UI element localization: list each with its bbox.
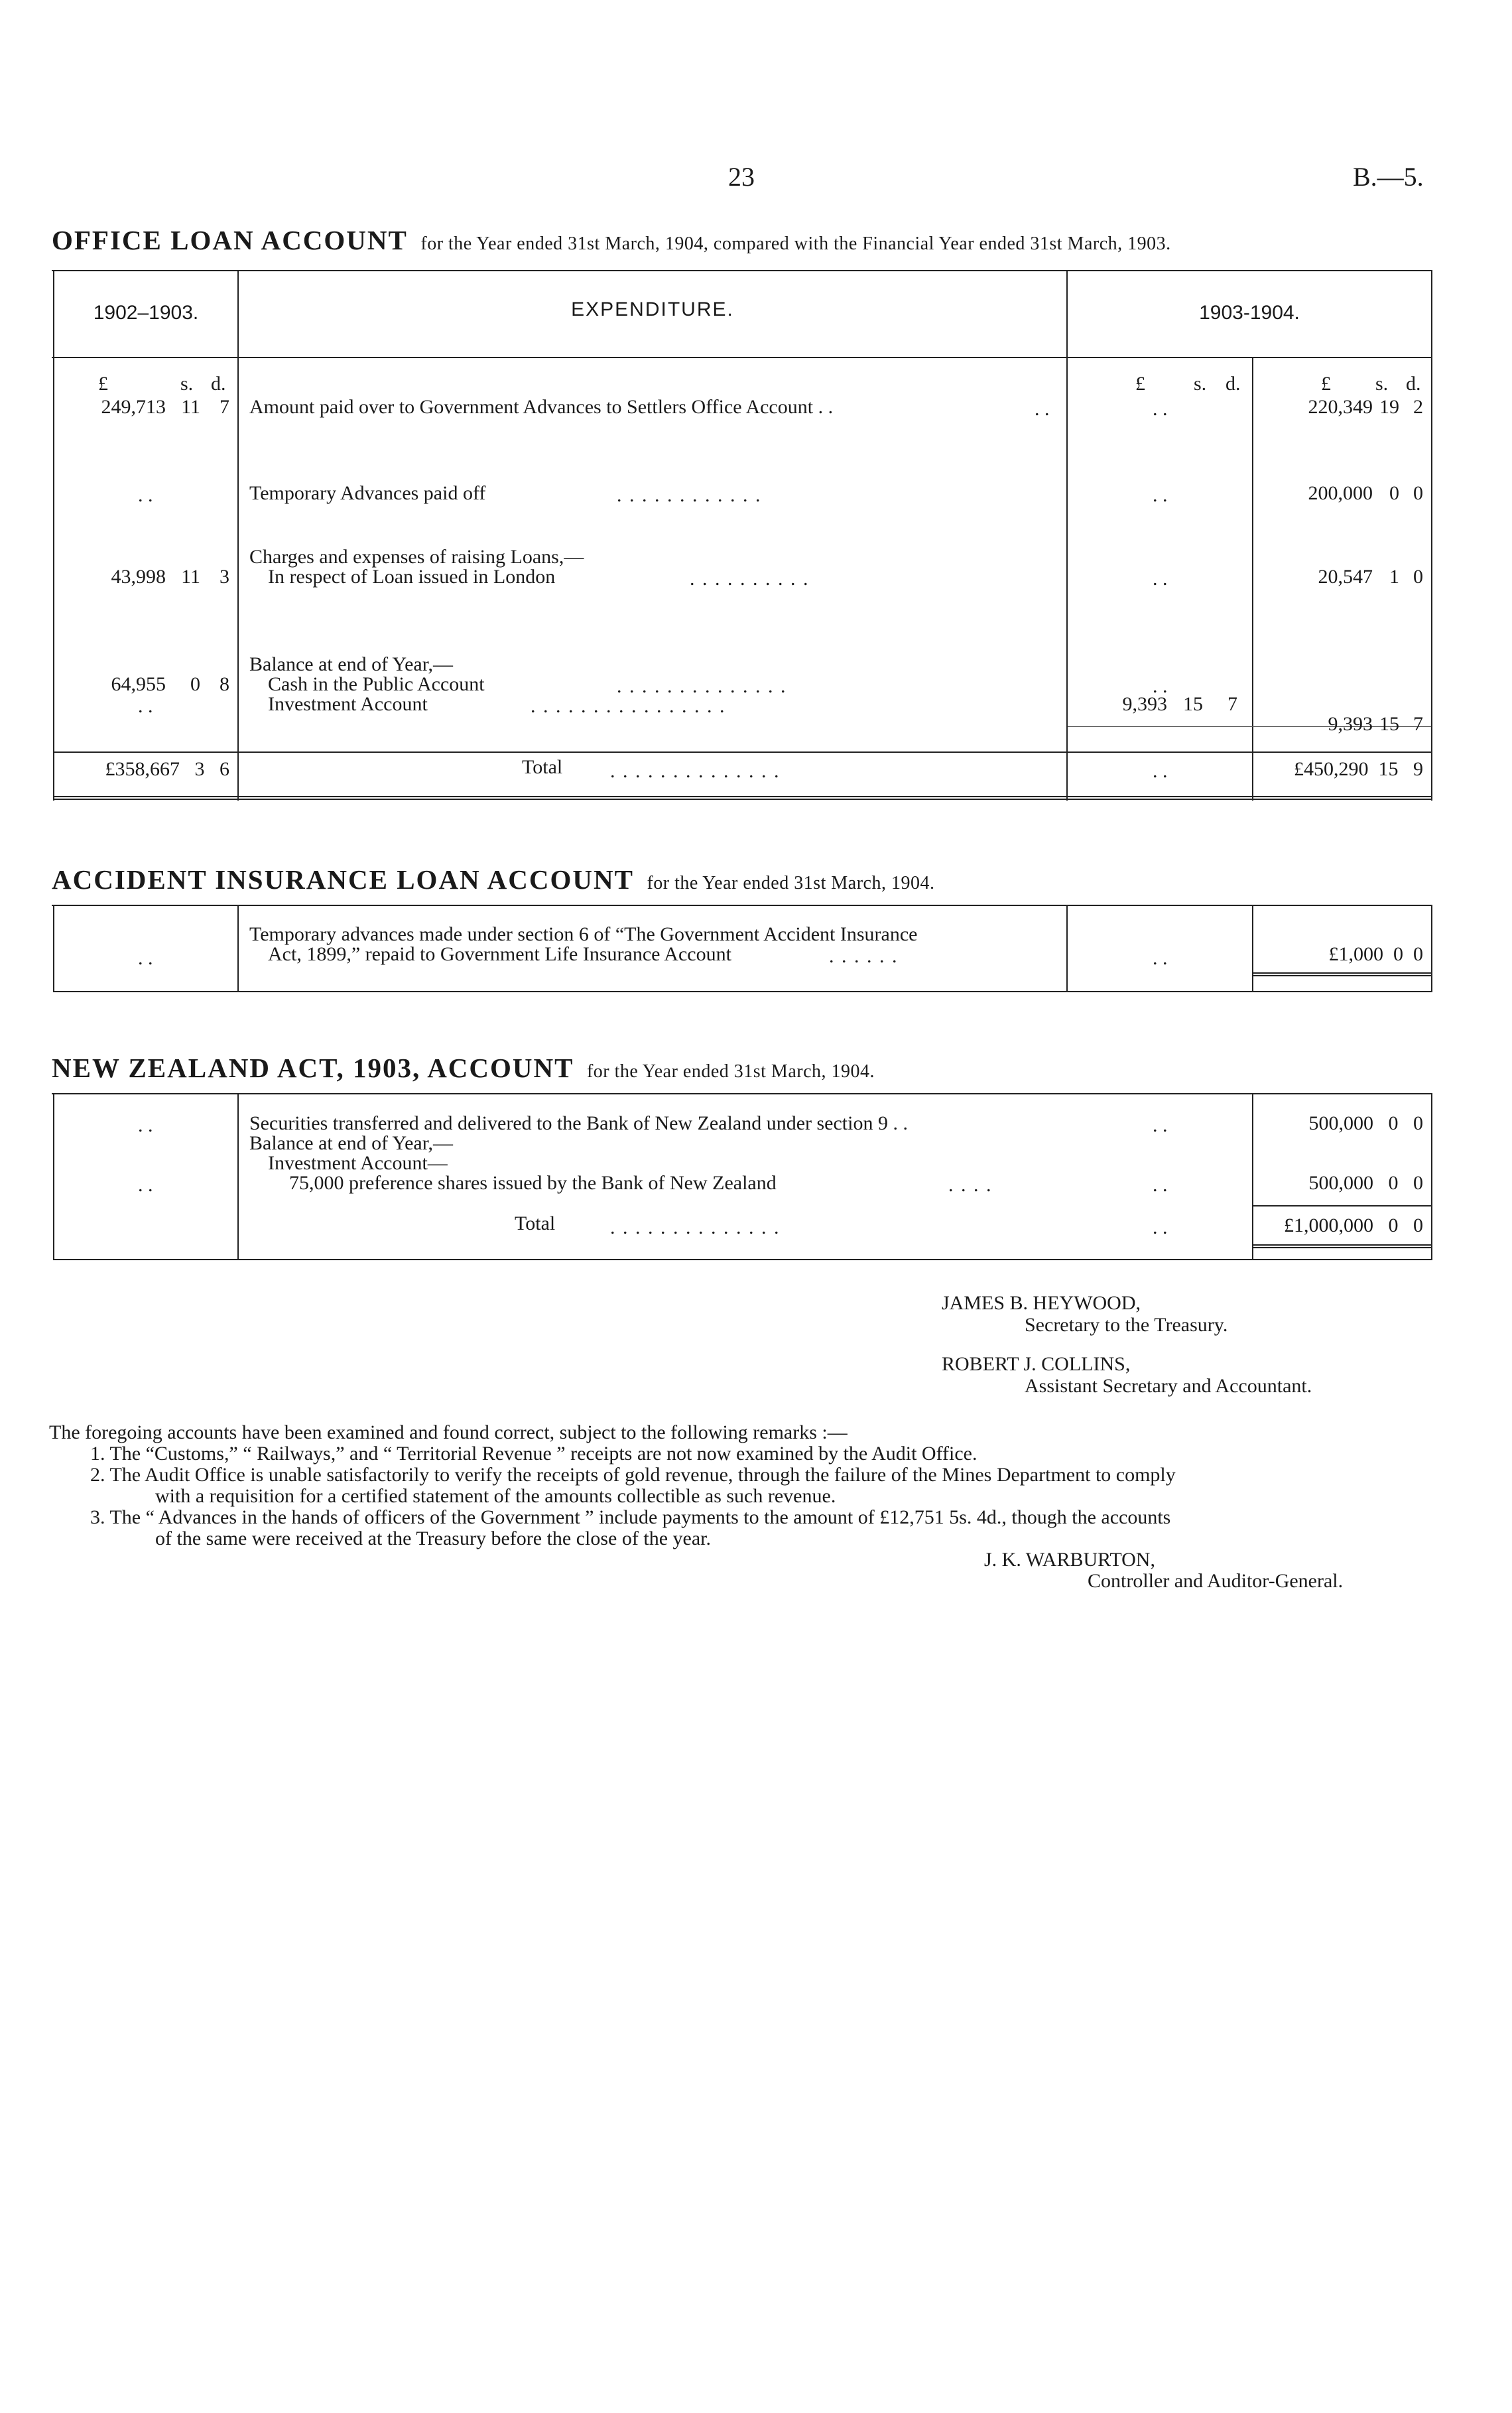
prev-unit-s: s. xyxy=(180,373,194,395)
sub-total: . . xyxy=(1153,760,1168,782)
office-loan-title xyxy=(52,224,1171,256)
remark-item: 2. The Audit Office is unable satisfactorily to verify the receipts of gold revenue, through the failure of the Mines Department to comply xyxy=(90,1464,1176,1486)
row-leader: . . . . . . . . . . xyxy=(690,568,810,590)
tot-amount: 500,000 0 0 xyxy=(1308,1112,1423,1134)
accident-top-rule xyxy=(52,905,1432,906)
tot-shillings: 1 xyxy=(1389,566,1399,588)
accident-left-border xyxy=(53,905,54,992)
table-divider-desc xyxy=(1066,270,1068,801)
nz-act-title-sub: for the Year ended 31st March, 1904. xyxy=(586,1061,875,1082)
tot-unit-d: d. xyxy=(1406,373,1421,395)
nz-act-title xyxy=(52,1052,875,1084)
sub-shillings: 15 xyxy=(1183,693,1203,715)
nz-bottom-rule xyxy=(53,1259,1432,1260)
sub-pence: 7 xyxy=(1228,693,1237,715)
nz-total-double-rule xyxy=(1253,1244,1432,1248)
row-description-line2: Investment Account— xyxy=(268,1152,448,1174)
tot-pence: 0 xyxy=(1413,566,1423,588)
nz-left-border xyxy=(53,1093,54,1260)
accident-right-border xyxy=(1431,905,1432,992)
table-divider-prev xyxy=(237,270,239,801)
tot-pence: 7 xyxy=(1413,713,1423,735)
nz-top-rule xyxy=(52,1093,1432,1094)
row-description-line2: In respect of Loan issued in London xyxy=(268,566,556,588)
sub-unit-d: d. xyxy=(1226,373,1241,395)
office-loan-title-sub: for the Year ended 31st March, 1904, compared with the Financial Year ended 31st March, 1903. xyxy=(420,233,1171,254)
table-right-border xyxy=(1431,270,1432,801)
row-description: Securities transferred and delivered to the Bank of New Zealand under section 9 . . xyxy=(249,1112,908,1134)
page-number: 23 xyxy=(728,162,755,192)
row-description: Balance at end of Year,— xyxy=(249,653,454,675)
prev-pence: 8 xyxy=(220,673,229,695)
row-description-line3: 75,000 preference shares issued by the Bank of New Zealand xyxy=(289,1172,777,1194)
row-leader: . . . . . . xyxy=(829,945,899,967)
sub-amount: . . xyxy=(1153,1174,1168,1196)
row-description-line2: Cash in the Public Account xyxy=(268,673,485,695)
grand-total: £1,000,000 0 0 xyxy=(1284,1214,1423,1236)
signatory-name: ROBERT J. COLLINS, xyxy=(942,1353,1131,1375)
total-leader: . . . . . . . . . . . . . . xyxy=(610,760,781,782)
remark-item: 1. The “Customs,” “ Railways,” and “ Territorial Revenue ” receipts are not now examined by the Audit Office. xyxy=(90,1443,977,1465)
grand-total: £450,290 15 9 xyxy=(1294,758,1423,780)
prev-unit-pound: £ xyxy=(98,373,108,395)
table-top-rule xyxy=(52,270,1432,271)
tot-shillings: 0 xyxy=(1389,482,1399,504)
prev-shillings: 0 xyxy=(190,673,200,695)
total-leader: . . . . . . . . . . . . . . xyxy=(610,1216,781,1238)
tot-unit-pound: £ xyxy=(1321,373,1331,395)
prev-pence: 3 xyxy=(220,566,229,588)
sub-amount: . . xyxy=(1153,398,1168,420)
signatory-title: Assistant Secretary and Accountant. xyxy=(1025,1375,1312,1397)
tot-shillings: 15 xyxy=(1379,713,1399,735)
prev-amount: 64,955 xyxy=(111,673,166,695)
accident-title-main: ACCIDENT INSURANCE LOAN ACCOUNT xyxy=(52,864,634,895)
row-leader: . . xyxy=(1035,398,1050,420)
row-description: Temporary Advances paid off xyxy=(249,482,486,504)
tot-amount: 20,547 xyxy=(1318,566,1373,588)
row-leader-line3: . . . . . . . . . . . . . . . . xyxy=(531,695,726,717)
sub-amount: . . xyxy=(1153,675,1168,697)
col-prev-year: 1902–1903. xyxy=(93,302,199,324)
remark-item-continuation: with a requisition for a certified statement of the amounts collectible as such revenue. xyxy=(155,1485,836,1507)
prev-total: £358,667 3 6 xyxy=(105,758,229,780)
row-description: Amount paid over to Government Advances to Settlers Office Account . . xyxy=(249,396,834,418)
sub-amount: . . xyxy=(1153,484,1168,506)
tot-amount: £1,000 0 0 xyxy=(1328,943,1423,965)
total-label: Total xyxy=(522,756,563,778)
col-expenditure: EXPENDITURE. xyxy=(571,298,734,320)
tot-pence: 2 xyxy=(1413,396,1423,418)
prev-amount: . . xyxy=(138,947,153,969)
prev-unit-d: d. xyxy=(211,373,226,395)
col-curr-year: 1903-1904. xyxy=(1199,302,1300,324)
row-description: Temporary advances made under section 6 of “The Government Accident Insurance xyxy=(249,923,918,945)
prev-amount-line2: . . xyxy=(138,695,153,717)
sub-total: . . xyxy=(1153,1216,1168,1238)
tot-unit-s: s. xyxy=(1375,373,1389,395)
row-description: Balance at end of Year,— xyxy=(249,1132,454,1154)
office-loan-title-main: OFFICE LOAN ACCOUNT xyxy=(52,225,408,255)
total-label: Total xyxy=(515,1212,556,1234)
remark-item: 3. The “ Advances in the hands of officers of the Government ” include payments to the amount of £12,751 5s. 4d., though the accounts xyxy=(90,1506,1171,1528)
sub-unit-pound: £ xyxy=(1135,373,1145,395)
prev-amount: . . xyxy=(138,1174,153,1196)
accident-title xyxy=(52,864,934,895)
auditor-name: J. K. WARBURTON, xyxy=(984,1549,1155,1571)
accident-total-double-rule xyxy=(1253,972,1432,976)
sub-amount-investment: 9,393 xyxy=(1122,693,1167,715)
nz-divider-prev xyxy=(237,1093,239,1260)
auditor-title: Controller and Auditor-General. xyxy=(1088,1570,1344,1592)
accident-title-sub: for the Year ended 31st March, 1904. xyxy=(647,873,935,893)
tot-pence: 0 xyxy=(1413,482,1423,504)
signatory-title: Secretary to the Treasury. xyxy=(1025,1314,1228,1336)
prev-shillings: 11 xyxy=(181,396,200,418)
accident-bottom-rule xyxy=(53,991,1432,992)
row-description-line3: Investment Account xyxy=(268,693,428,715)
tot-amount: 500,000 0 0 xyxy=(1308,1172,1423,1194)
sub-amount: . . xyxy=(1153,947,1168,969)
sub-unit-s: s. xyxy=(1194,373,1207,395)
tot-amount: 9,393 xyxy=(1328,713,1373,735)
prev-amount: . . xyxy=(138,484,153,506)
table-header-rule xyxy=(52,357,1432,358)
row-leader: . . . . xyxy=(948,1174,993,1196)
prev-amount: 43,998 xyxy=(111,566,166,588)
nz-right-border xyxy=(1431,1093,1432,1260)
prev-amount: 249,713 xyxy=(101,396,166,418)
table-left-border xyxy=(53,270,54,801)
row-description: Charges and expenses of raising Loans,— xyxy=(249,546,584,568)
table-divider-sub xyxy=(1252,357,1253,801)
tot-amount: 220,349 xyxy=(1308,396,1373,418)
row-description-line2: Act, 1899,” repaid to Government Life Insurance Account xyxy=(268,943,731,965)
nz-act-title-main: NEW ZEALAND ACT, 1903, ACCOUNT xyxy=(52,1053,574,1083)
table-bottom-double-rule xyxy=(53,796,1432,800)
remarks-intro: The foregoing accounts have been examined and found correct, subject to the following remarks :— xyxy=(49,1421,848,1443)
tot-shillings: 19 xyxy=(1379,396,1399,418)
prev-pence: 7 xyxy=(220,396,229,418)
row-leader: . . . . . . . . . . . . xyxy=(617,484,762,506)
document-reference: B.—5. xyxy=(1353,162,1424,192)
prev-amount: . . xyxy=(138,1114,153,1136)
accident-divider-prev xyxy=(237,905,239,992)
nz-subtotal-rule xyxy=(1252,1205,1432,1206)
remark-item-continuation: of the same were received at the Treasury before the close of the year. xyxy=(155,1528,711,1549)
prev-shillings: 11 xyxy=(181,566,200,588)
total-top-rule xyxy=(53,751,1432,753)
row-leader: . . . . . . . . . . . . . . xyxy=(617,675,787,697)
sub-amount: . . xyxy=(1153,1114,1168,1136)
tot-amount: 200,000 xyxy=(1308,482,1373,504)
accident-divider-desc xyxy=(1066,905,1068,992)
sub-amount: . . xyxy=(1153,568,1168,590)
signatory-name: JAMES B. HEYWOOD, xyxy=(942,1292,1141,1314)
